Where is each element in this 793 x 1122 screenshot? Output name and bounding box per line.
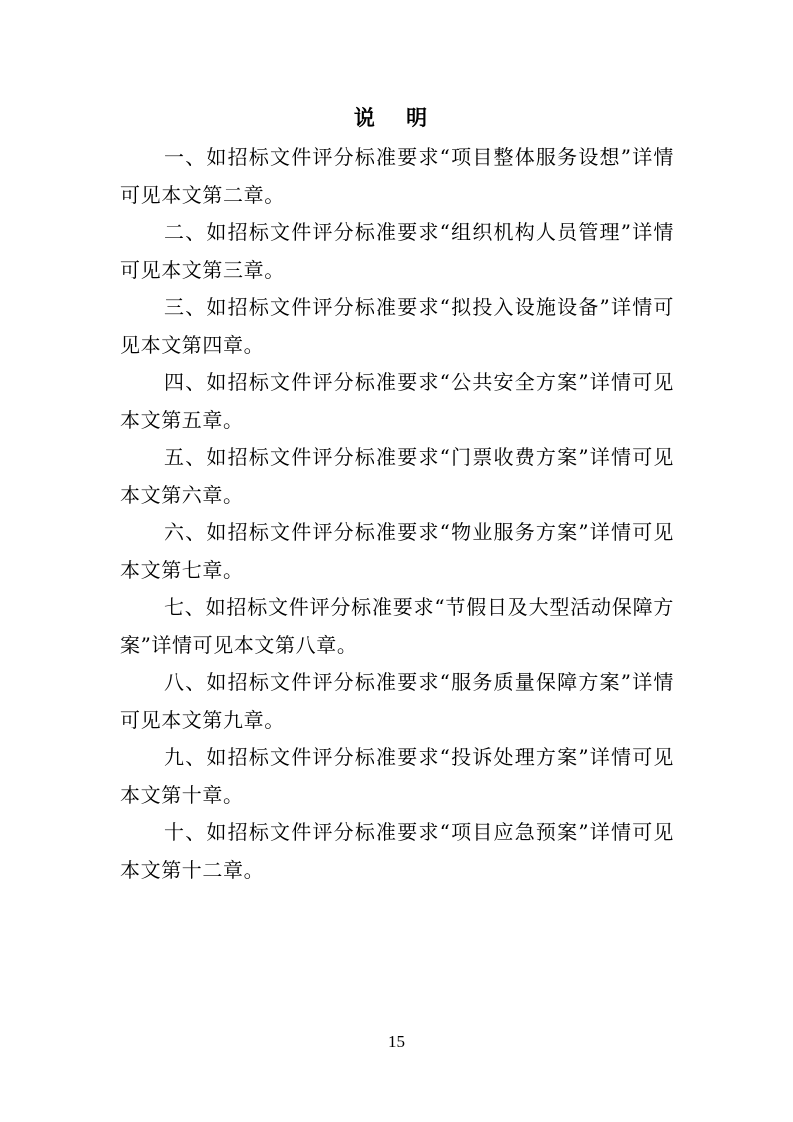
document-body	[120, 139, 674, 889]
paragraph-5: 五、如招标文件评分标准要求“门票收费方案”详情可见本文第六章。	[120, 445, 674, 507]
paragraph-7: 七、如招标文件评分标准要求“节假日及大型活动保障方案”详情可见本文第八章。	[120, 595, 674, 657]
page-number: 15	[388, 1032, 405, 1051]
paragraph-10: 十、如招标文件评分标准要求“项目应急预案”详情可见本文第十二章。	[120, 820, 674, 882]
paragraph-8: 八、如招标文件评分标准要求“服务质量保障方案”详情可见本文第九章。	[120, 670, 674, 732]
paragraph-1: 一、如招标文件评分标准要求“项目整体服务设想”详情可见本文第二章。	[120, 145, 674, 207]
paragraph-3: 三、如招标文件评分标准要求“拟投入设施设备”详情可见本文第四章。	[120, 295, 674, 357]
paragraph-6: 六、如招标文件评分标准要求“物业服务方案”详情可见本文第七章。	[120, 520, 674, 582]
page-title: 说 明	[353, 106, 440, 130]
paragraph-4: 四、如招标文件评分标准要求“公共安全方案”详情可见本文第五章。	[120, 370, 674, 432]
paragraph-9: 九、如招标文件评分标准要求“投诉处理方案”详情可见本文第十章。	[120, 745, 674, 807]
paragraph-2: 二、如招标文件评分标准要求“组织机构人员管理”详情可见本文第三章。	[120, 220, 674, 282]
